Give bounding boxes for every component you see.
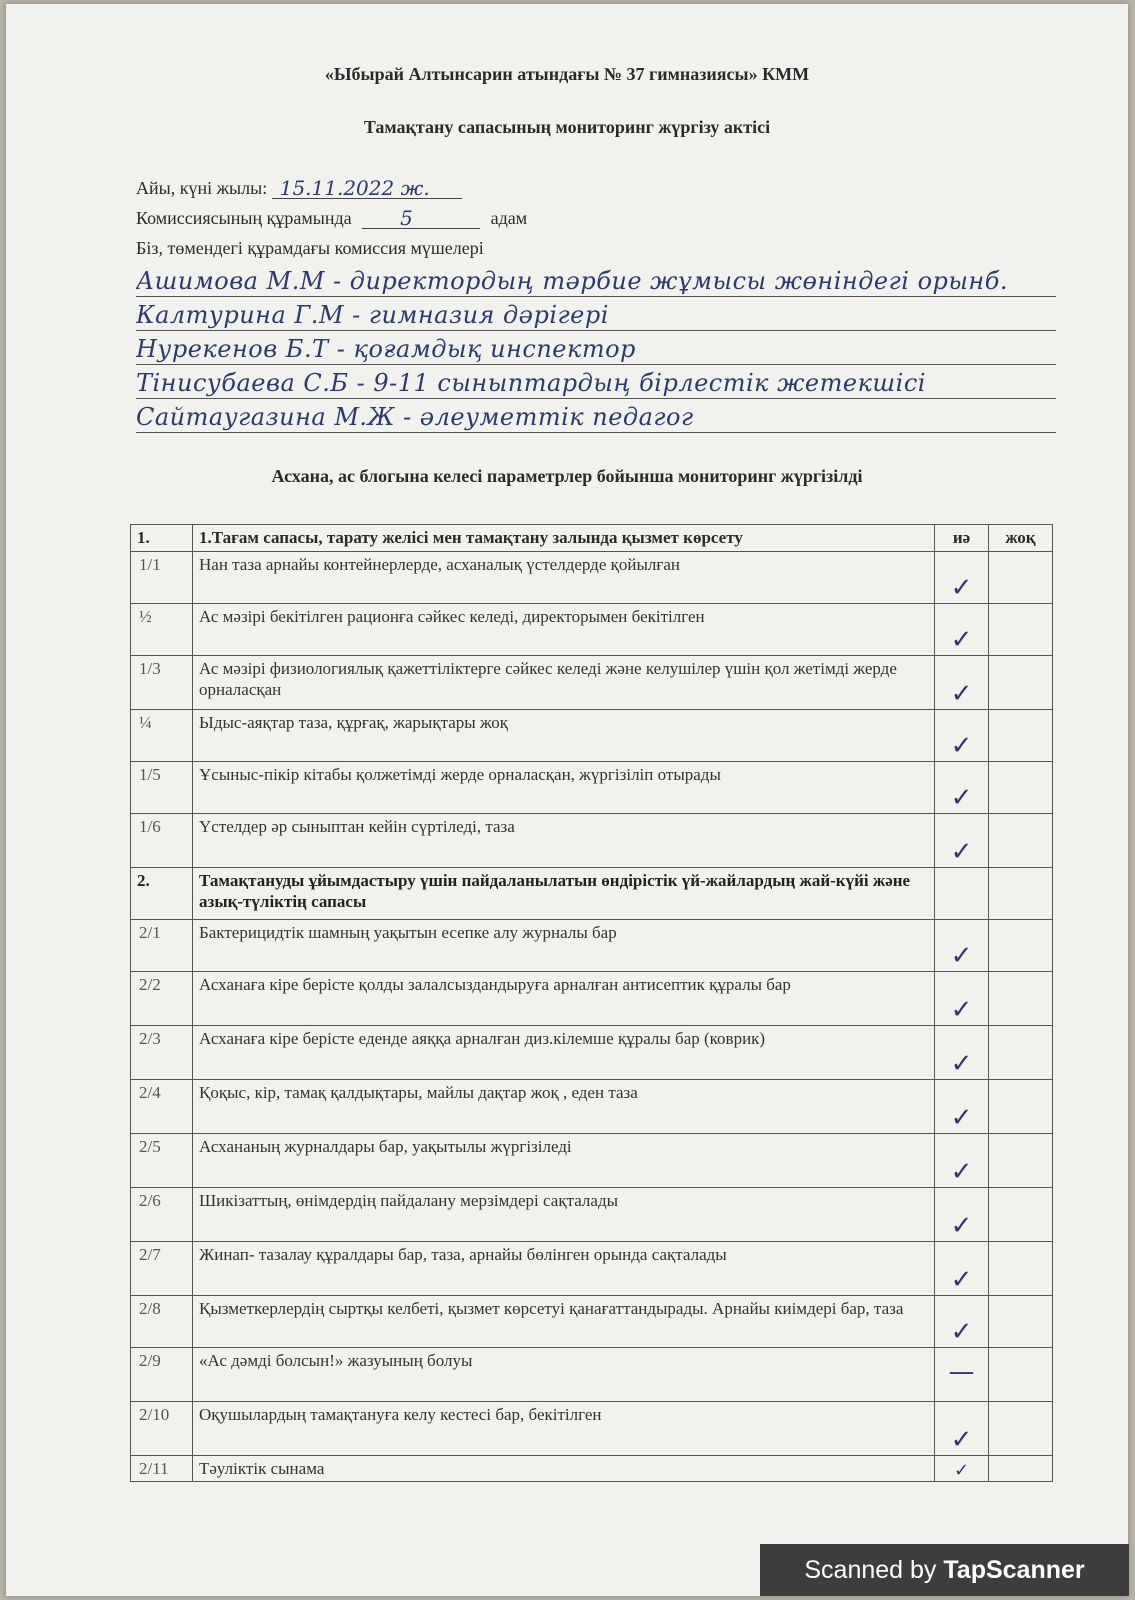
no-cell (989, 1134, 1053, 1188)
member-line-2: Калтурина Г.М - гимназия дәрігері (136, 298, 1056, 331)
table-row (131, 814, 1053, 868)
row-num: 2/7 (131, 1242, 193, 1296)
row-num: 2/2 (131, 972, 193, 1026)
table-row (131, 1026, 1053, 1080)
yes-check-mark: ✓ (935, 710, 989, 762)
header-yes: иә (935, 525, 989, 552)
no-cell (989, 868, 1053, 920)
no-cell (989, 972, 1053, 1026)
no-cell (989, 1402, 1053, 1456)
header-no: жоқ (989, 525, 1053, 552)
date-line (136, 178, 462, 199)
member-line-1: Ашимова М.М - директордың тәрбие жұмысы жөніндегі орынб. (136, 264, 1056, 297)
row-num: 2/3 (131, 1026, 193, 1080)
table-row (131, 1402, 1053, 1456)
row-num: ½ (131, 604, 193, 656)
row-num: 1/5 (131, 762, 193, 814)
table-row (131, 1296, 1053, 1348)
act-title: Тамақтану сапасының мониторинг жүргізу актісі (363, 117, 771, 137)
row-text: Ыдыс-аяқтар таза, құрғақ, жарықтары жоқ (193, 710, 935, 762)
table-row (131, 1188, 1053, 1242)
no-cell (989, 1026, 1053, 1080)
no-cell (989, 1080, 1053, 1134)
row-num: ¼ (131, 710, 193, 762)
commission-blank (362, 208, 480, 229)
yes-check-mark: ✓ (935, 972, 989, 1026)
table-row (131, 1080, 1053, 1134)
header-title: 1.Тағам сапасы, тарату желісі мен тамақтану залында қызмет көрсету (193, 525, 935, 552)
row-text: Тәуліктік сынама (193, 1456, 935, 1482)
table-row (131, 762, 1053, 814)
commission-unit: адам (490, 208, 528, 228)
table-row (131, 656, 1053, 710)
commission-line (136, 208, 527, 229)
member-line-3: Нурекенов Б.Т - қоғамдық инспектор (136, 332, 1056, 365)
table-row (131, 920, 1053, 972)
members-label: Біз, төмендегі құрамдағы комиссия мүшелері (136, 238, 484, 258)
monitoring-table (130, 524, 1053, 1482)
table-row (131, 710, 1053, 762)
row-num: 1/6 (131, 814, 193, 868)
monitoring-subtitle: Асхана, ас блогына келесі параметрлер бойынша мониторинг жүргізілді (271, 466, 863, 486)
no-cell (989, 1188, 1053, 1242)
yes-check-mark: ✓ (935, 762, 989, 814)
row-text: Ас мәзірі бекітілген рационға сәйкес келеді, директорымен бекітілген (193, 604, 935, 656)
yes-check-mark: ✓ (935, 1080, 989, 1134)
header-num: 1. (131, 525, 193, 552)
yes-check-mark: ✓ (935, 1188, 989, 1242)
row-text: Қызметкерлердің сыртқы келбеті, қызмет көрсетуі қанағаттандырады. Арнайы киімдері бар, таза (193, 1296, 935, 1348)
yes-check-mark: ✓ (935, 552, 989, 604)
no-cell (989, 762, 1053, 814)
yes-dash-mark: — (935, 1348, 989, 1402)
row-num: 2/4 (131, 1080, 193, 1134)
yes-check-mark: ✓ (935, 1242, 989, 1296)
row-text: Бактерицидтік шамның уақытын есепке алу журналы бар (193, 920, 935, 972)
no-cell (989, 1242, 1053, 1296)
table-row (131, 1242, 1053, 1296)
yes-check-mark: ✓ (935, 1456, 989, 1482)
row-text: Ас мәзірі физиологиялық қажеттіліктерге сәйкес келеді және келушілер үшін қол жетімді жерде орналасқан (193, 656, 935, 710)
table-row (131, 552, 1053, 604)
no-cell (989, 552, 1053, 604)
row-num: 2/11 (131, 1456, 193, 1482)
date-value: 15.11.2022 ж. (279, 176, 430, 200)
commission-count: 5 (400, 206, 413, 230)
no-cell (989, 656, 1053, 710)
row-text: Нан таза арнайы контейнерлерде, асханалық үстелдерде қойылған (193, 552, 935, 604)
no-cell (989, 1456, 1053, 1482)
yes-cell (935, 868, 989, 920)
row-text: «Ас дәмді болсын!» жазуының болуы (193, 1348, 935, 1402)
table-row (131, 1348, 1053, 1402)
date-blank (272, 178, 462, 199)
row-num: 2/9 (131, 1348, 193, 1402)
no-cell (989, 920, 1053, 972)
row-num: 2/6 (131, 1188, 193, 1242)
yes-check-mark: ✓ (935, 920, 989, 972)
row-num: 2/1 (131, 920, 193, 972)
row-num: 2/8 (131, 1296, 193, 1348)
no-cell (989, 604, 1053, 656)
row-num: 2/10 (131, 1402, 193, 1456)
row-text: Қоқыс, кір, тамақ қалдықтары, майлы дақтар жоқ , еден таза (193, 1080, 935, 1134)
no-cell (989, 710, 1053, 762)
no-cell (989, 814, 1053, 868)
table-header-row (131, 525, 1053, 552)
row-text: Асхананың журналдары бар, уақытылы жүргізіледі (193, 1134, 935, 1188)
yes-check-mark: ✓ (935, 1402, 989, 1456)
table-row (131, 604, 1053, 656)
row-num: 1/1 (131, 552, 193, 604)
section-2-num: 2. (131, 868, 193, 920)
document-page (6, 4, 1128, 1596)
row-text: Асханаға кіре берісте еденде аяққа арналған диз.кілемше құралы бар (коврик) (193, 1026, 935, 1080)
yes-check-mark: ✓ (935, 814, 989, 868)
section-2-title: Тамақтануды ұйымдастыру үшін пайдаланылатын өндірістік үй-жайлардың жай-күйі және азық-түліктің сапасы (193, 868, 935, 920)
row-text: Оқушылардың тамақтануға келу кестесі бар, бекітілген (193, 1402, 935, 1456)
row-text: Ұсыныс-пікір кітабы қолжетімді жерде орналасқан, жүргізіліп отырады (193, 762, 935, 814)
yes-check-mark: ✓ (935, 1026, 989, 1080)
yes-check-mark: ✓ (935, 656, 989, 710)
commission-label: Комиссиясының құрамында (136, 208, 352, 228)
yes-check-mark: ✓ (935, 604, 989, 656)
row-num: 1/3 (131, 656, 193, 710)
institution-title: «Ыбырай Алтынсарин атындағы № 37 гимназиясы» КММ (324, 64, 810, 84)
table-row (131, 1134, 1053, 1188)
member-line-5: Сайтаугазина М.Ж - әлеуметтік педагог (136, 400, 1056, 433)
scanner-prefix: Scanned by (804, 1556, 937, 1584)
scanner-brand: TapScanner (943, 1556, 1085, 1584)
scanner-watermark (760, 1544, 1129, 1596)
member-line-6 (136, 394, 1056, 433)
no-cell (989, 1348, 1053, 1402)
no-cell (989, 1296, 1053, 1348)
member-line-4: Тінисубаева С.Б - 9-11 сыныптардың бірлестік жетекшісі (136, 366, 1056, 399)
section-2-header-row (131, 868, 1053, 920)
row-text: Жинап- тазалау құралдары бар, таза, арнайы бөлінген орында сақталады (193, 1242, 935, 1296)
yes-check-mark: ✓ (935, 1134, 989, 1188)
row-text: Үстелдер әр сыныптан кейін сүртіледі, таза (193, 814, 935, 868)
row-text: Асханаға кіре берісте қолды залалсыздандыруға арналған антисептик құралы бар (193, 972, 935, 1026)
date-label: Айы, күні жылы: (136, 178, 268, 198)
row-text: Шикізаттың, өнімдердің пайдалану мерзімдері сақталады (193, 1188, 935, 1242)
table-row (131, 972, 1053, 1026)
table-row (131, 1456, 1053, 1482)
yes-check-mark: ✓ (935, 1296, 989, 1348)
row-num: 2/5 (131, 1134, 193, 1188)
